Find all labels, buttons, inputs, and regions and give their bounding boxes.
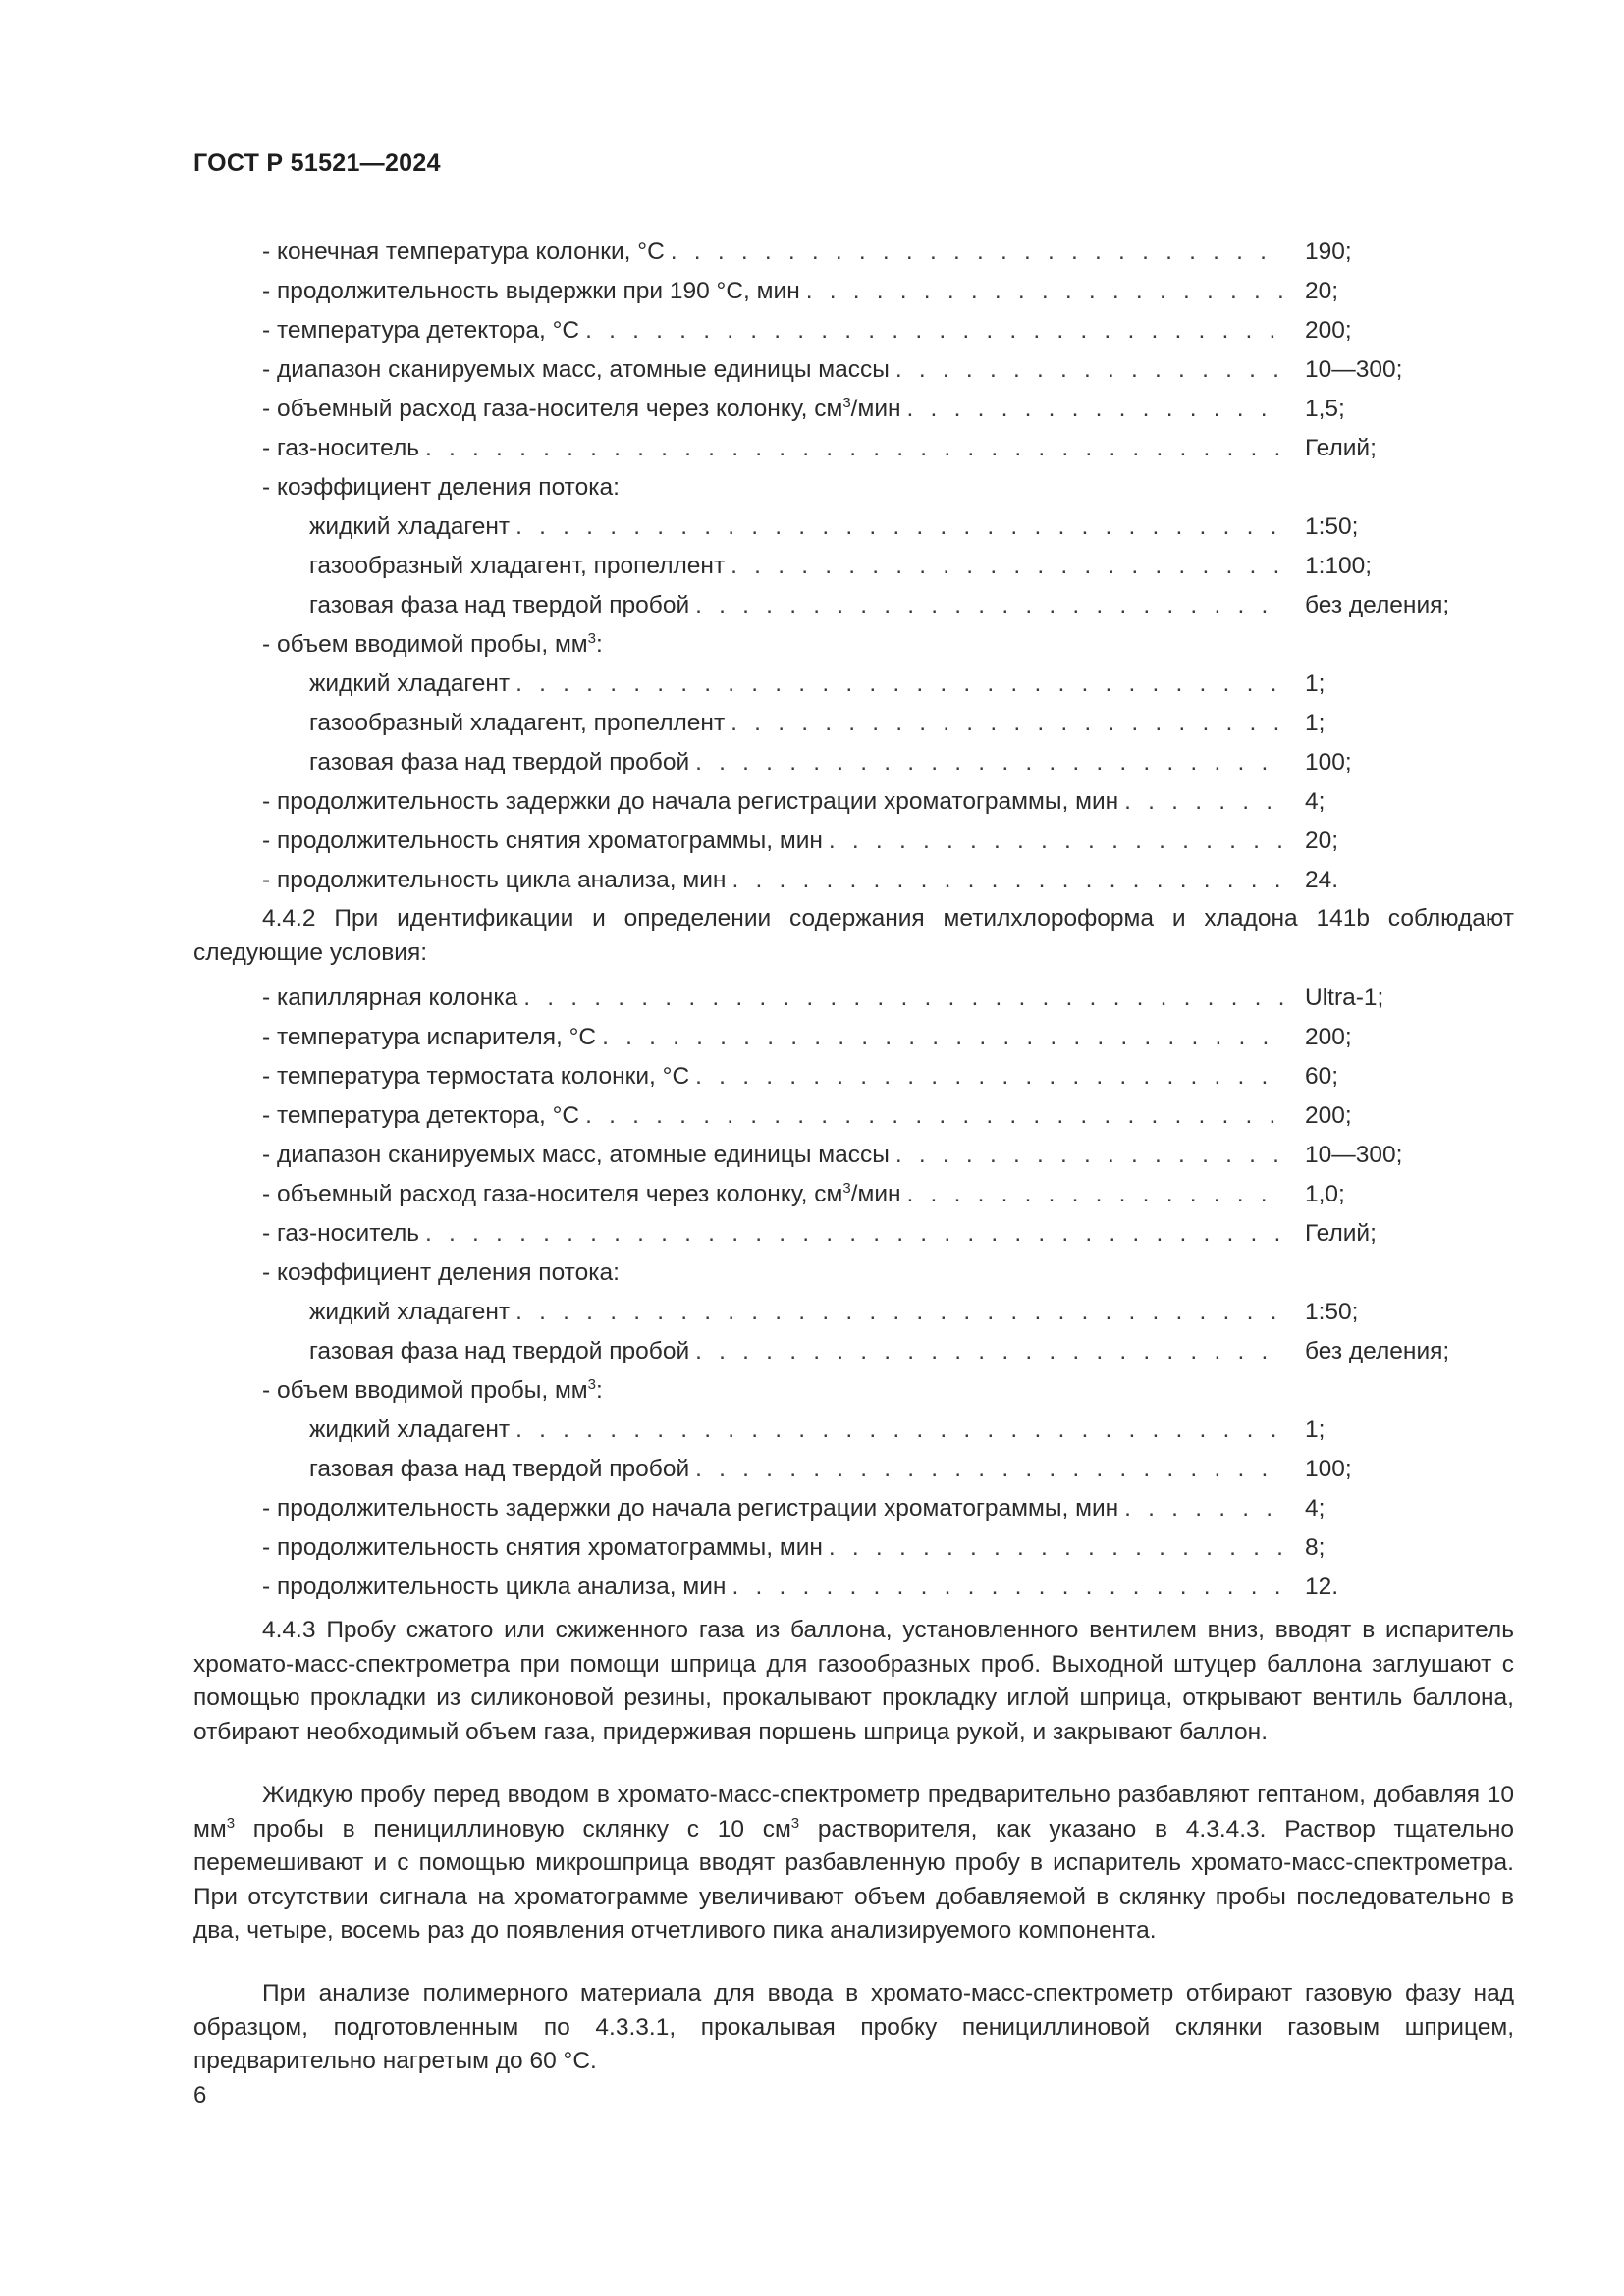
dot-leader xyxy=(695,1332,1283,1371)
list-row-value: 1; xyxy=(1305,710,1326,736)
list-row-label: - объемный расход газа-носителя через колонку, $см^3$/мин xyxy=(262,1179,901,1207)
list-row xyxy=(262,1136,1403,1175)
dot-leader xyxy=(585,311,1283,350)
page-number: 6 xyxy=(193,2082,207,2109)
list-row xyxy=(262,547,1373,586)
dot-leader xyxy=(695,586,1283,625)
paragraph-polymer-sample xyxy=(193,1977,1514,2079)
dot-leader xyxy=(1124,782,1283,822)
list-row-label: - газ-носитель xyxy=(262,435,420,461)
list-row-value: без деления; xyxy=(1305,1338,1450,1364)
dot-leader xyxy=(907,390,1283,429)
list-row xyxy=(262,507,1359,547)
liquid-sup-1: 3 xyxy=(226,1814,236,1832)
dot-leader xyxy=(695,1450,1283,1489)
paragraph-4-4-3 xyxy=(193,1614,1514,1749)
list-row xyxy=(262,1489,1326,1528)
list-row-value: без деления; xyxy=(1305,592,1450,618)
list-row-value: Гелий; xyxy=(1305,435,1377,461)
dot-leader xyxy=(585,1096,1283,1136)
liquid-text-2: пробы в пенициллиновую склянку с 10 см xyxy=(235,1815,791,1842)
list-row xyxy=(262,1175,1345,1214)
dot-leader xyxy=(731,861,1283,900)
list-row xyxy=(262,782,1326,822)
paragraph-liquid-sample xyxy=(193,1779,1514,1949)
list-row-value: 4; xyxy=(1305,1495,1326,1522)
list-row xyxy=(262,1411,1326,1450)
list-row-label: - продолжительность выдержки при 190 °С, мин xyxy=(262,278,800,304)
list-row-label: газовая фаза над твердой пробой xyxy=(309,592,690,618)
list-row-value: 12. xyxy=(1305,1574,1339,1600)
dot-leader xyxy=(731,547,1283,586)
dot-leader xyxy=(695,1057,1283,1096)
list-row xyxy=(262,822,1339,861)
dot-leader xyxy=(425,1214,1283,1254)
list-row xyxy=(262,665,1326,704)
list-row-value: 1,5; xyxy=(1305,396,1345,422)
liquid-text-1: Жидкую пробу перед вводом в хромато-масс-спектрометр предварительно разбавляют гептаном, добавляя 10 мм xyxy=(193,1782,1514,1842)
list-row xyxy=(262,1214,1377,1254)
list-row xyxy=(262,586,1450,625)
list-row xyxy=(262,1332,1450,1371)
list-row xyxy=(262,1371,1283,1411)
list-row-label: - диапазон сканируемых масс, атомные единицы массы xyxy=(262,356,890,383)
list-row-label: жидкий хладагент xyxy=(309,1416,511,1443)
list-row-label: - коэффициент деления потока: xyxy=(262,474,620,501)
polymer-text: При анализе полимерного материала для ввода в хромато-масс-спектрометр отбирают газовую фазу над образцом, подготовленным по 4.3.3.1, прокалывая пробку пенициллиновой склянки газовым шприцем, предварительно нагретым до 60 °С. xyxy=(193,1980,1514,2074)
dot-leader xyxy=(829,1528,1283,1568)
paragraph-4-4-3-text: 4.4.3 Пробу сжатого или сжиженного газа из баллона, установленного вентилем вниз, вводят в испаритель хромато-масс-спектрометра при помощи шприца для газообразных проб. Выходной штуцер баллона заглушают с помощью прокладки из силиконовой резины, прокалывают прокладку иглой шприца, открывают вентиль баллона, отбирают необходимый объем газа, придерживая поршень шприца рукой, и закрывают баллон. xyxy=(193,1617,1514,1745)
list-row-value: 1; xyxy=(1305,670,1326,697)
list-row-label: - объемный расход газа-носителя через колонку, $см^3$/мин xyxy=(262,394,901,422)
list-row xyxy=(262,350,1403,390)
list-row-label: - коэффициент деления потока: xyxy=(262,1259,620,1286)
list-row-label: жидкий хладагент xyxy=(309,1299,511,1325)
list-row-label: газообразный хладагент, пропеллент xyxy=(309,553,726,579)
list-row-value: 1:50; xyxy=(1305,1299,1359,1325)
list-row-label: жидкий хладагент xyxy=(309,513,511,540)
document-header: ГОСТ Р 51521—2024 xyxy=(193,149,441,177)
list-row xyxy=(262,272,1339,311)
list-row xyxy=(262,390,1345,429)
list-row-value: 1,0; xyxy=(1305,1181,1345,1207)
list-row-value: 200; xyxy=(1305,317,1352,344)
liquid-sup-2: 3 xyxy=(790,1814,800,1832)
list-row xyxy=(262,1254,1283,1293)
list-row-label: - температура детектора, °С xyxy=(262,1102,580,1129)
list-row-label: - температура термостата колонки, °С xyxy=(262,1063,690,1090)
dot-leader xyxy=(515,1293,1283,1332)
list-row-value: 190; xyxy=(1305,239,1352,265)
list-row-value: 60; xyxy=(1305,1063,1339,1090)
list-row-label: - продолжительность цикла анализа, мин xyxy=(262,1574,727,1600)
list-row-label: - продолжительность снятия хроматограммы, мин xyxy=(262,1534,823,1561)
list-row-value: 10—300; xyxy=(1305,1142,1403,1168)
list-row-label: - продолжительность задержки до начала регистрации хроматограммы, мин xyxy=(262,1495,1119,1522)
list-row-value: 1; xyxy=(1305,1416,1326,1443)
dot-leader xyxy=(523,979,1283,1018)
list-row-label: - продолжительность цикла анализа, мин xyxy=(262,867,727,893)
dot-leader xyxy=(806,272,1283,311)
list-row-value: 4; xyxy=(1305,788,1326,815)
list-row-value: 200; xyxy=(1305,1024,1352,1050)
list-row xyxy=(262,468,1283,507)
list-row-label: - температура испарителя, °С xyxy=(262,1024,597,1050)
dot-leader xyxy=(895,1136,1283,1175)
parameter-list-b xyxy=(262,979,1489,1607)
list-row-label: - продолжительность снятия хроматограммы, мин xyxy=(262,828,823,854)
list-row-value: 100; xyxy=(1305,1456,1352,1482)
list-row-value: 1:100; xyxy=(1305,553,1373,579)
list-row-label: - объем вводимой пробы, $мм^3$: xyxy=(262,629,603,658)
list-row-label: газовая фаза над твердой пробой xyxy=(309,1456,690,1482)
list-row-value: 1:50; xyxy=(1305,513,1359,540)
list-row-label: - продолжительность задержки до начала регистрации хроматограммы, мин xyxy=(262,788,1119,815)
list-row-label: газовая фаза над твердой пробой xyxy=(309,1338,690,1364)
list-row xyxy=(262,861,1339,900)
dot-leader xyxy=(731,704,1283,743)
list-row-label: жидкий хладагент xyxy=(309,670,511,697)
dot-leader xyxy=(671,233,1283,272)
list-row xyxy=(262,1528,1326,1568)
dot-leader xyxy=(731,1568,1283,1607)
dot-leader xyxy=(695,743,1283,782)
dot-leader xyxy=(602,1018,1283,1057)
list-row xyxy=(262,625,1283,665)
list-row-value: Гелий; xyxy=(1305,1220,1377,1247)
dot-leader xyxy=(895,350,1283,390)
list-row xyxy=(262,704,1326,743)
dot-leader xyxy=(907,1175,1283,1214)
list-row-label: - диапазон сканируемых масс, атомные единицы массы xyxy=(262,1142,890,1168)
list-row xyxy=(262,311,1352,350)
list-row-value: 20; xyxy=(1305,278,1339,304)
list-row xyxy=(262,1096,1352,1136)
liquid-text-3: растворителя, как указано в 4.3.4.3. Раствор тщательно перемешивают и с помощью микрошприца вводят разбавленную пробу в испаритель хромато-масс-спектрометра. При отсутствии сигнала на хроматограмме увеличивают объем добавляемой в склянку пробы последовательно в два, четыре, восемь раз до появления отчетливого пика анализируемого компонента. xyxy=(193,1815,1514,1944)
list-row-value: Ultra-1; xyxy=(1305,985,1384,1011)
list-row-label: - объем вводимой пробы, $мм^3$: xyxy=(262,1375,603,1404)
list-row-label: - конечная температура колонки, °С xyxy=(262,239,665,265)
list-row-label: - газ-носитель xyxy=(262,1220,420,1247)
dot-leader xyxy=(1124,1489,1283,1528)
list-row xyxy=(262,233,1352,272)
paragraph-4-4-2 xyxy=(193,902,1514,970)
dot-leader xyxy=(515,507,1283,547)
list-row-value: 200; xyxy=(1305,1102,1352,1129)
paragraph-4-4-2-text: 4.4.2 При идентификации и определении содержания метилхлороформа и хладона 141b соблюдают следующие условия: xyxy=(193,905,1514,966)
dot-leader xyxy=(515,1411,1283,1450)
parameter-list-a xyxy=(262,233,1489,900)
list-row xyxy=(262,1450,1352,1489)
list-row xyxy=(262,743,1352,782)
list-row-value: 20; xyxy=(1305,828,1339,854)
dot-leader xyxy=(515,665,1283,704)
list-row-value: 24. xyxy=(1305,867,1339,893)
list-row xyxy=(262,429,1377,468)
dot-leader xyxy=(829,822,1283,861)
list-row-label: газообразный хладагент, пропеллент xyxy=(309,710,726,736)
list-row-label: газовая фаза над твердой пробой xyxy=(309,749,690,775)
list-row xyxy=(262,1018,1352,1057)
list-row xyxy=(262,979,1384,1018)
list-row-value: 100; xyxy=(1305,749,1352,775)
list-row xyxy=(262,1568,1339,1607)
list-row-value: 10—300; xyxy=(1305,356,1403,383)
dot-leader xyxy=(425,429,1283,468)
list-row-value: 8; xyxy=(1305,1534,1326,1561)
list-row xyxy=(262,1057,1339,1096)
list-row-label: - капиллярная колонка xyxy=(262,985,518,1011)
list-row-label: - температура детектора, °С xyxy=(262,317,580,344)
list-row xyxy=(262,1293,1359,1332)
